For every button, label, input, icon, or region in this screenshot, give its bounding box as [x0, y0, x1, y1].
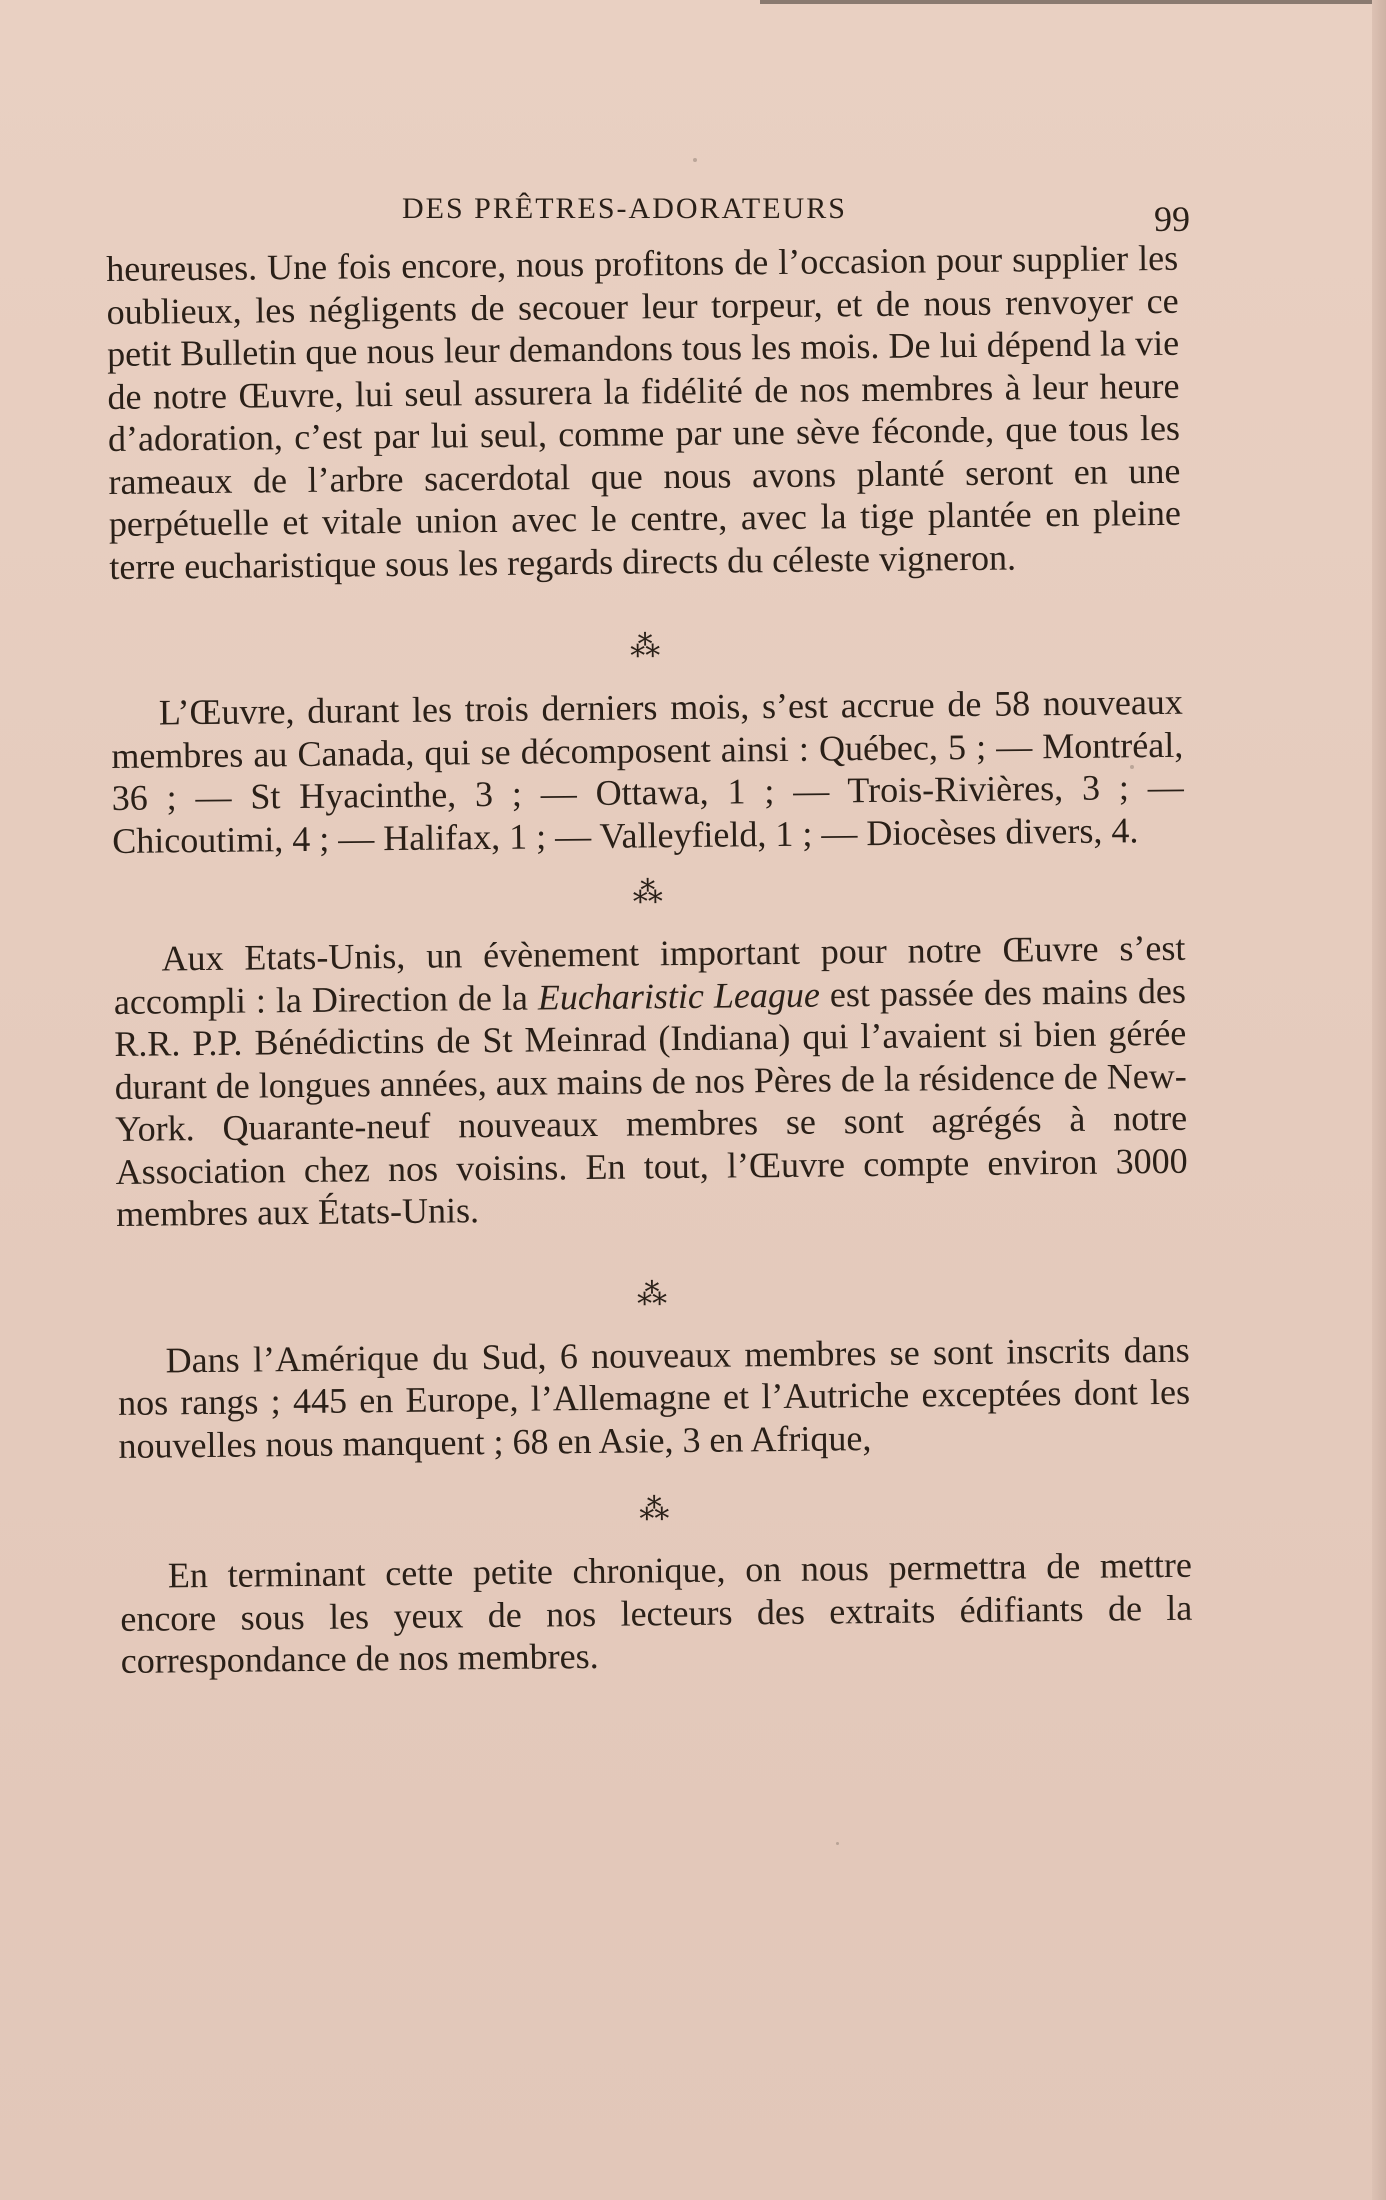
asterism-divider: ⁂ [630, 630, 663, 664]
running-head: DES PRÊTRES-ADORATEURS [402, 192, 847, 225]
asterism-divider: ⁂ [632, 876, 665, 910]
paragraph-closing: En terminant cette petite chronique, on nous permettra de mettre encore sous les yeux de nos lecteurs des extraits édifiants de la correspondance de nos membres. [120, 1544, 1193, 1681]
page-edge [1372, 0, 1386, 2200]
us-text-start: Aux Etats-Unis, un évènement important pour notre Œuvre s’est accompli : la Direction de la [113, 927, 1186, 1022]
paper-speck [693, 158, 697, 162]
paragraph-other-continents: Dans l’Amérique du Sud, 6 nouveaux membres se sont inscrits dans nos rangs ; 445 en Europe, l’Allemagne et l’Autriche exceptées dont les nouvelles nous manquent ; 68 en Asie, 3 en Afrique, [117, 1329, 1191, 1466]
paragraph-bulletin-appeal: heureuses. Une fois encore, nous profitons de l’occasion pour supplier les oublieux, les négligents de secouer leur torpeur, et de nous renvoyer ce petit Bulletin que nous leur demandons tous les mois. De lui dépend la vie de notre Œuvre, lui seul assurera la fidélité de nos membres à leur heure d’adoration, c’est par lui seul, comme par une sève féconde, que tous les rameaux de l’arbre sacerdotal que nous avons planté seront en une perpétuelle et vitale union avec le centre, avec la tige plantée en pleine terre eucharistique sous les regards directs du céleste vigneron. [106, 237, 1182, 587]
top-border-line [760, 0, 1386, 4]
asterism-divider: ⁂ [636, 1277, 670, 1311]
asterism-divider: ⁂ [639, 1493, 672, 1527]
eucharistic-league-title: Eucharistic League [537, 974, 821, 1018]
us-text-end: est passée des mains des R.R. P.P. Bénédictins de St Meinrad (Indiana) qui l’avaient si bien gérée durant de longues années, aux mains de nos Pères de la résidence de New-York. Quarante-neuf nouveaux membres se sont agrégés à notre Association chez nos voisins. En tout, l’Œuvre compte environ 3000 membres aux États-Unis. [114, 970, 1188, 1234]
paragraph-canada-members: L’Œuvre, durant les trois derniers mois, s’est accrue de 58 nouveaux membres au Canada, qui se décomposent ainsi : Québec, 5 ; — Montréal, 36 ; — St Hyacinthe, 3 ; — Ottawa, 1 ; — Trois-Rivières, 3 ; — Chicoutimi, 4 ; — Halifax, 1 ; — Valleyfield, 1 ; — Diocèses divers, 4. [111, 681, 1184, 861]
page-number: 99 [1154, 199, 1190, 239]
paper-speck [836, 1842, 839, 1845]
page-header [100, 192, 1190, 242]
main-text [106, 237, 1193, 1683]
paragraph-united-states [113, 927, 1188, 1236]
